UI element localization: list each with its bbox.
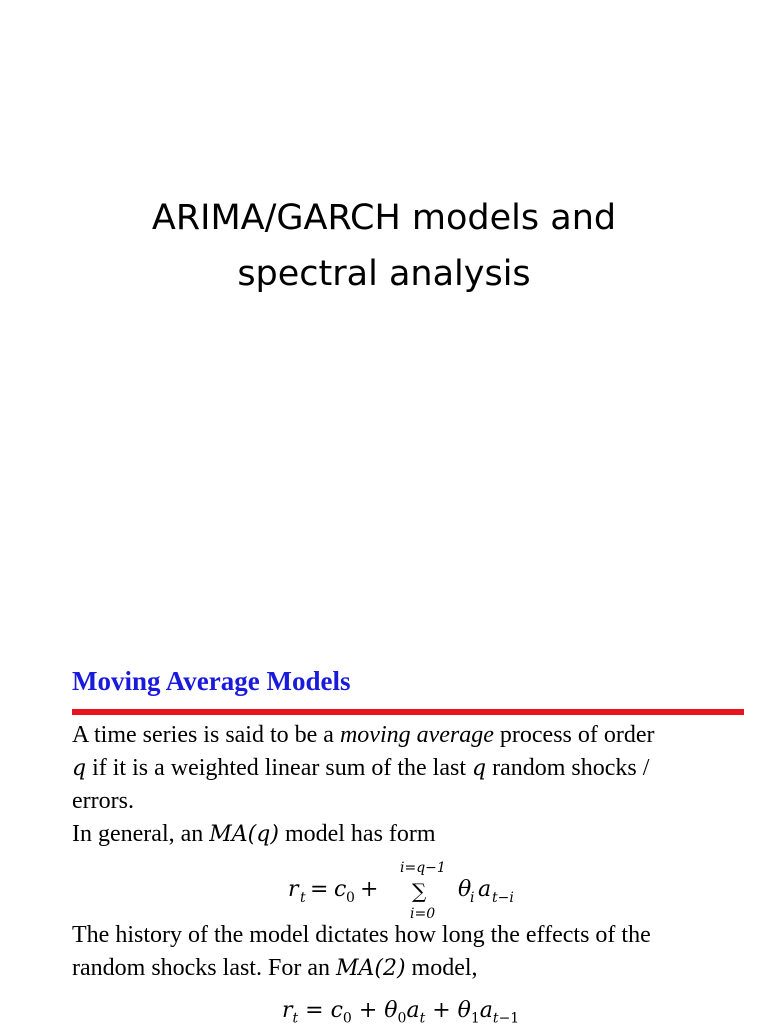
eq1-a: a: [478, 877, 492, 902]
eq1-sum-upper: i=q−1: [400, 860, 446, 876]
slide-title-line-1: ARIMA/GARCH models and: [151, 198, 617, 238]
section-heading: Moving Average Models: [72, 666, 351, 696]
eq1-c-sub: 0: [346, 890, 355, 906]
var-q-2: q: [472, 756, 487, 781]
para2-text-a: In general, an: [72, 821, 210, 847]
var-q: q: [72, 756, 87, 781]
paragraph-3-line-2: [72, 955, 762, 982]
para1-text-b: process of order: [493, 722, 655, 748]
paragraph-1-line-2: [72, 755, 762, 782]
equation-ma-2: $r_t = c_0 + \theta_0a_t + \theta_1a_{t-1}$: [282, 998, 520, 1024]
para2-text-b: model has form: [278, 821, 436, 847]
para1-line2-a: if it is a weighted linear sum of the last: [86, 755, 473, 781]
eq1-lhs: r: [288, 877, 299, 902]
heading-divider: [72, 709, 744, 715]
para3-text-b: model,: [405, 955, 478, 981]
eq1-plus: +: [360, 877, 379, 902]
equation-ma-q: [288, 858, 568, 920]
para3-text-a: random shocks last. For an: [72, 955, 336, 981]
eq1-theta-sub: i: [470, 890, 475, 906]
para1-text-a: A time series is said to be a: [72, 722, 340, 748]
eq1-theta: θ: [458, 877, 472, 902]
para2-math: MA(q): [209, 822, 279, 847]
slide-title-line-2: spectral analysis: [237, 254, 531, 294]
eq1-sum-symbol: ∑: [412, 879, 427, 903]
para1-emphasis: moving average: [339, 722, 494, 748]
paragraph-1-line-1: [72, 722, 762, 749]
eq1-a-sub: t−i: [492, 890, 514, 906]
para3-math: MA(2): [335, 956, 406, 981]
paragraph-2: [72, 821, 762, 848]
eq1-c: c: [334, 877, 347, 902]
slide-title: [0, 190, 768, 302]
eq1-lhs-sub: t: [300, 890, 306, 906]
eq1-sum-lower: i=0: [410, 906, 436, 920]
eq1-eq: =: [310, 877, 329, 902]
para1-line2-b: random shocks /: [486, 755, 650, 781]
paragraph-1-line-3: errors.: [72, 788, 134, 814]
paragraph-3-line-1: The history of the model dictates how long the effects of the: [72, 922, 651, 948]
